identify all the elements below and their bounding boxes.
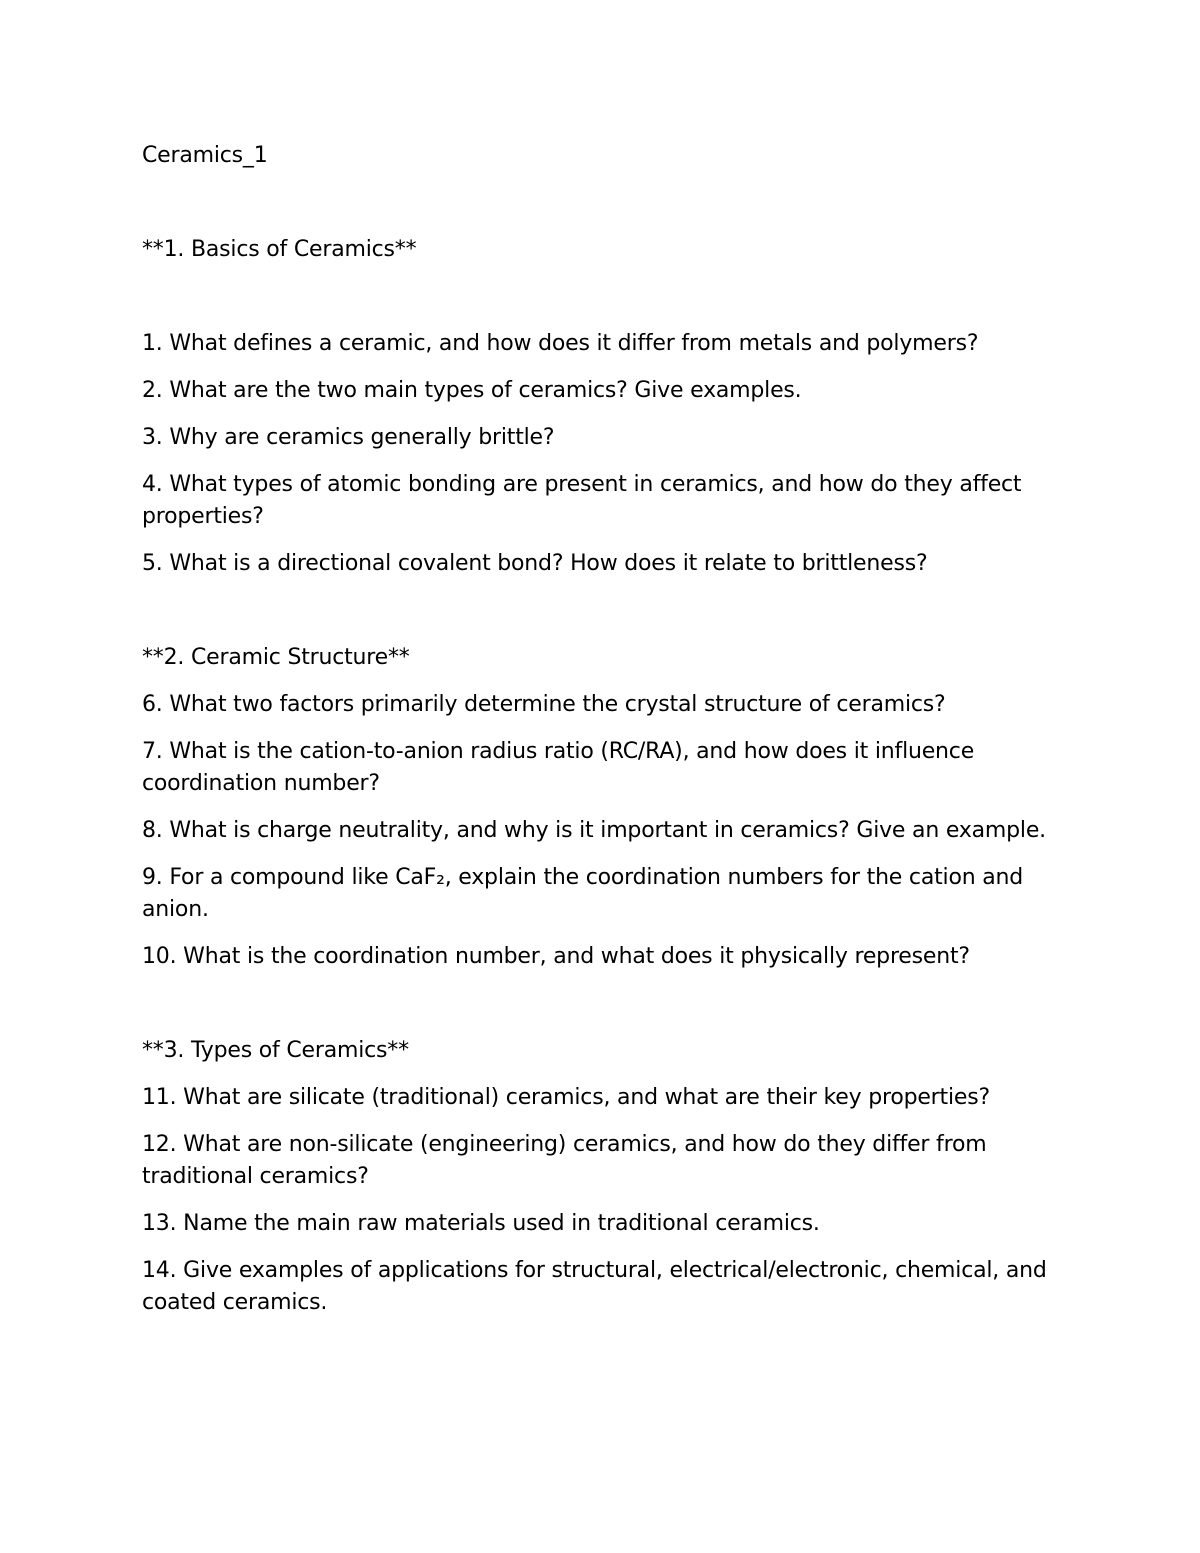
question-item: 3. Why are ceramics generally brittle? [142,425,555,450]
section-heading: **1. Basics of Ceramics** [142,237,417,262]
question-item: 14. Give examples of applications for structural, electrical/electronic, chemical, and coated ceramics. [142,1258,1047,1315]
document-body [142,140,1062,1319]
question-item: 10. What is the coordination number, and what does it physically represent? [142,944,970,969]
question-item: 11. What are silicate (traditional) ceramics, and what are their key properties? [142,1085,990,1110]
question-item: 13. Name the main raw materials used in traditional ceramics. [142,1211,820,1236]
section-heading: **3. Types of Ceramics** [142,1038,409,1063]
section-basics [142,234,1062,580]
section-heading: **2. Ceramic Structure** [142,645,410,670]
section-structure [142,642,1062,973]
question-item: 12. What are non-silicate (engineering) ceramics, and how do they differ from traditional ceramics? [142,1132,987,1189]
question-item: 5. What is a directional covalent bond? How does it relate to brittleness? [142,551,928,576]
question-item: 1. What defines a ceramic, and how does it differ from metals and polymers? [142,331,979,356]
question-item: 9. For a compound like CaF₂, explain the coordination numbers for the cation and anion. [142,865,1024,922]
question-item: 6. What two factors primarily determine the crystal structure of ceramics? [142,692,946,717]
question-item: 7. What is the cation-to-anion radius ratio (RC/RA), and how does it influence coordination number? [142,739,975,796]
section-types [142,1035,1062,1319]
document-title: Ceramics_1 [142,143,268,168]
question-item: 4. What types of atomic bonding are present in ceramics, and how do they affect properties? [142,472,1022,529]
question-item: 2. What are the two main types of ceramics? Give examples. [142,378,802,403]
question-item: 8. What is charge neutrality, and why is it important in ceramics? Give an example. [142,818,1046,843]
